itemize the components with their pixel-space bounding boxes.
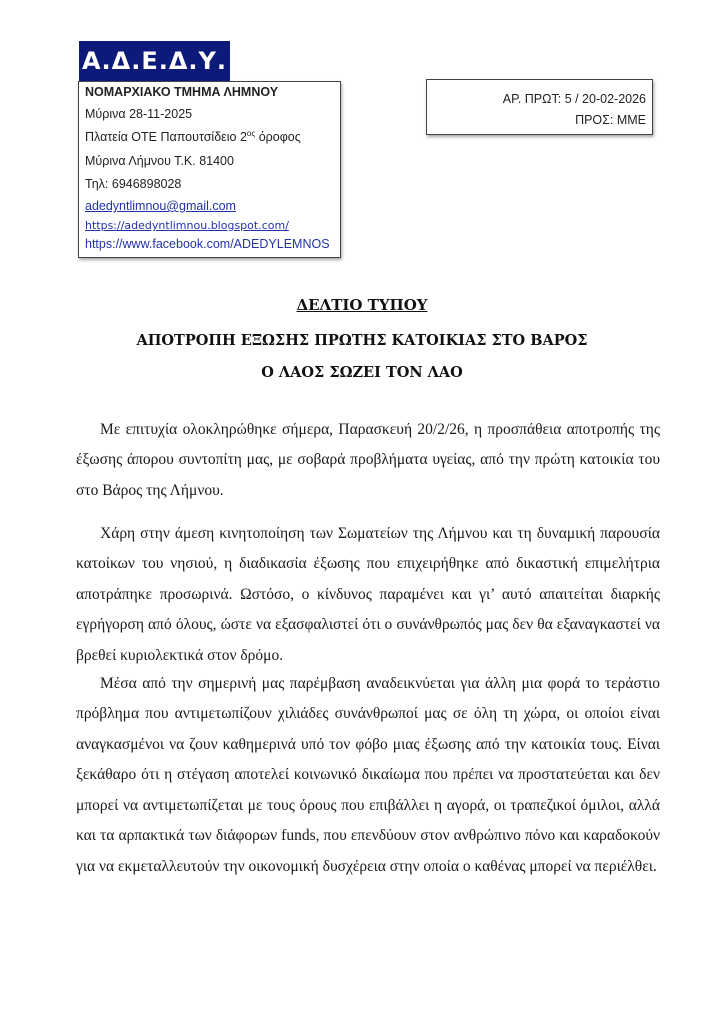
address-prefix: Πλατεία ΟΤΕ Παπουτσίδειο 2 — [85, 130, 247, 144]
document-subtitle: Ο ΛΑΟΣ ΣΩΖΕΙ ΤΟΝ ΛΑΟ — [261, 364, 463, 381]
address-sup: ος — [246, 129, 256, 138]
body-paragraph: Χάρη στην άμεση κινητοποίηση των Σωματείων της Λήμνου και τη δυναμική παρουσία κατοίκων του νησιού, η διαδικασία έξωσης που επιχειρήθηκε από δικαστική επιμελήτρια αποτράπηκε προσωρινά. Ωστόσο, ο κίνδυνος παραμένει και γι’ αυτό απαιτείται διαρκής εγρήγορση από όλους, ώστε να εξασφαλιστεί ότι ο συνάνθρωπός μας δεν θα εξαναγκαστεί να βρεθεί κυριολεκτικά στον δρόμο. — [76, 524, 660, 664]
document-type-heading: ΔΕΛΤΙΟ ΤΥΠΟΥ — [296, 296, 428, 314]
reference-box — [426, 79, 653, 135]
email-link[interactable]: adedyntlimnou@gmail.com — [85, 199, 236, 213]
phone-line: Τηλ: 6946898028 — [85, 177, 182, 191]
date-line: Μύρινα 28-11-2025 — [85, 107, 193, 121]
blog-link[interactable]: https://adedyntlimnou.blogspot.com/ — [85, 219, 289, 232]
address-line — [85, 130, 301, 144]
body-paragraph: Με επιτυχία ολοκληρώθηκε σήμερα, Παρασκευή 20/2/26, η προσπάθεια αποτροπής της έξωσης άπορου συντοπίτη μας, με σοβαρά προβλήματα υγείας, από την πρώτη κατοικία του στο Βάρος της Λήμνου. — [76, 420, 660, 499]
city-line: Μύρινα Λήμνου Τ.Κ. 81400 — [85, 154, 234, 168]
adedy-logo: Α.Δ.Ε.Δ.Υ. — [79, 41, 230, 82]
sender-info-box — [78, 81, 341, 258]
facebook-link[interactable]: https://www.facebook.com/ADEDYLEMNOS — [85, 237, 330, 251]
document-title: ΑΠΟΤΡΟΠΗ ΕΞΩΣΗΣ ΠΡΩΤΗΣ ΚΑΤΟΙΚΙΑΣ ΣΤΟ ΒΑΡΟΣ — [136, 332, 588, 349]
recipient: ΠΡΟΣ: ΜΜΕ — [575, 113, 646, 127]
address-suffix: όροφος — [255, 130, 301, 144]
body-paragraph: Μέσα από την σημερινή μας παρέμβαση αναδεικνύεται για άλλη μια φορά το τεράστιο πρόβλημα που αντιμετωπίζουν χιλιάδες συνάνθρωποί μας σε όλη τη χώρα, οι οποίοι είναι αναγκασμένοι να ζουν καθημερινά υπό τον φόβο μιας έξωσης από την κατοικία τους. Είναι ξεκάθαρο ότι η στέγαση αποτελεί κοινωνικό δικαίωμα που πρέπει να προστατεύεται και δεν μπορεί να αντιμετωπίζεται με τους όρους που επιβάλλει η αγορά, οι τραπεζικοί όμιλοι, αλλά και τα αρπακτικά των διάφορων funds, που επενδύουν στον ανθρώπινο πόνο και καραδοκούν για να εκμεταλλευτούν την οικονομική δυσχέρεια στην οποία ο καθένας μπορεί να περιέλθει. — [76, 674, 660, 875]
organization-name: ΝΟΜΑΡΧΙΑΚΟ ΤΜΗΜΑ ΛΗΜΝΟΥ — [85, 85, 279, 99]
protocol-number: ΑΡ. ΠΡΩΤ: 5 / 20-02-2026 — [502, 92, 646, 106]
